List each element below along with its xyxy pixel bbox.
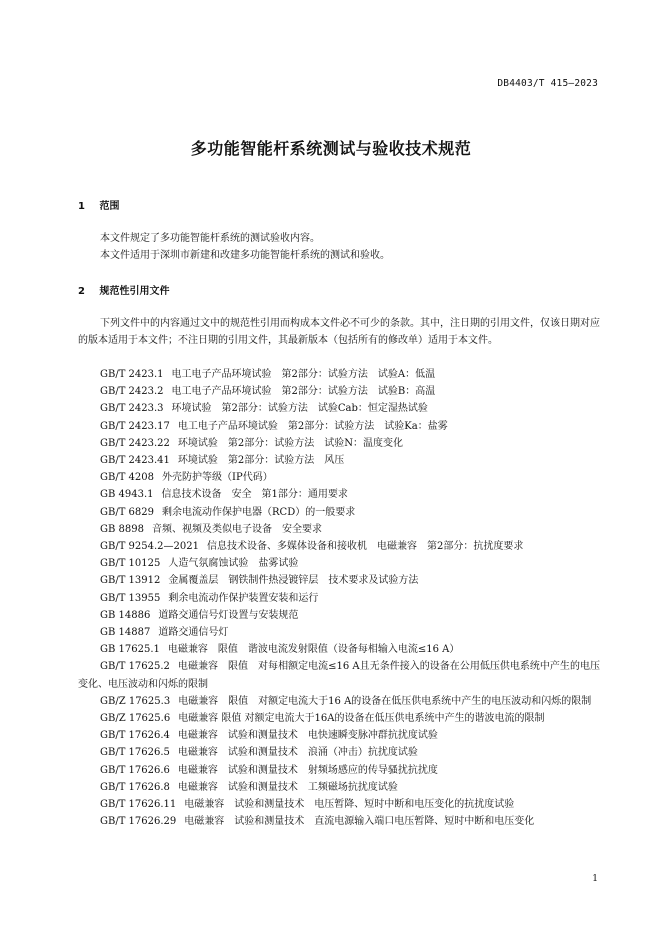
- reference-item: [78, 538, 600, 555]
- reference-title: 电工电子产品环境试验 第2部分：试验方法 试验A：低温: [171, 369, 436, 380]
- reference-code: GB/T 17626.8: [100, 781, 170, 793]
- section-number: 2: [78, 286, 85, 297]
- reference-code: GB/T 17626.11: [100, 799, 177, 811]
- reference-item: [78, 813, 600, 830]
- reference-title: 电磁兼容 试验和测量技术 射频场感应的传导骚扰抗扰度: [177, 764, 438, 776]
- reference-code: GB/T 2423.41: [100, 455, 170, 467]
- reference-item: [78, 504, 600, 521]
- reference-item: [78, 383, 600, 400]
- reference-code: GB/T 2423.3: [100, 403, 164, 415]
- reference-code: GB/T 10125: [100, 558, 161, 570]
- reference-code: GB 8898: [100, 523, 144, 535]
- reference-title: 信息技术设备 安全 第1部分：通用要求: [161, 489, 348, 501]
- reference-code: GB/T 4208: [100, 472, 155, 484]
- section-heading-normative-references: [78, 282, 169, 297]
- reference-item: [78, 607, 600, 624]
- reference-code: GB 14886: [100, 609, 151, 621]
- reference-item: [78, 624, 600, 641]
- reference-title: 剩余电流动作保护电器（RCD）的一般要求: [162, 506, 356, 518]
- reference-title: 电磁兼容 限值 对额定电流大于16 A的设备在低压供电系统中产生的电压波动和闪烁的限制: [178, 695, 592, 707]
- reference-code: GB 17625.1: [100, 644, 160, 656]
- reference-title: 电磁兼容 限值 对额定电流大于16A的设备在低压供电系统中产生的谐波电流的限制: [178, 713, 545, 725]
- reference-code: GB 14887: [100, 627, 151, 639]
- document-title: 多功能智能杆系统测试与验收技术规范: [190, 139, 472, 158]
- reference-code: GB/T 13955: [100, 592, 161, 604]
- reference-item: [78, 641, 600, 658]
- section-title: 范围: [99, 201, 120, 212]
- reference-list: [78, 366, 600, 830]
- reference-code: GB/Z 17625.6: [100, 713, 171, 725]
- reference-title: 环境试验 第2部分：试验方法 试验Cab：恒定湿热试验: [171, 403, 428, 415]
- references-intro: 下列文件中的内容通过文中的规范性引用而构成本文件必不可少的条款。其中，注日期的引用文件，仅该日期对应的版本适用于本文件；不注日期的引用文件，其最新版本（包括所有的修改单）适用于本文件。: [78, 318, 600, 346]
- reference-item: [78, 469, 600, 486]
- section-title: 规范性引用文件: [99, 286, 170, 297]
- section-heading-scope: [78, 197, 119, 212]
- reference-code: GB/T 17626.29: [100, 816, 177, 828]
- reference-code: GB/T 6829: [100, 506, 155, 518]
- reference-title: 电磁兼容 试验和测量技术 工频磁场抗扰度试验: [177, 781, 398, 793]
- reference-title: 道路交通信号灯: [158, 627, 229, 639]
- reference-title: 音频、视频及类似电子设备 安全要求: [151, 523, 322, 535]
- reference-title: 道路交通信号灯设置与安装规范: [158, 609, 299, 621]
- paragraph: 本文件规定了多功能智能杆系统的测试验收内容。: [100, 233, 320, 244]
- reference-code: GB/T 17626.4: [100, 730, 170, 742]
- reference-item: [78, 486, 600, 503]
- reference-title: 电工电子产品环境试验 第2部分：试验方法 试验Ka：盐雾: [177, 420, 448, 432]
- reference-title: 剩余电流动作保护装置安装和运行: [168, 592, 319, 604]
- reference-title: 人造气氛腐蚀试验 盐雾试验: [168, 558, 299, 570]
- standard-code: DB4403/T 415—2023: [497, 78, 598, 89]
- section-number: 1: [78, 201, 85, 212]
- reference-item: [78, 418, 600, 435]
- reference-title: 电工电子产品环境试验 第2部分：试验方法 试验B：高温: [171, 386, 436, 398]
- reference-item: [78, 710, 600, 727]
- reference-code: GB/T 13912: [100, 575, 161, 587]
- reference-code: GB/T 2423.17: [100, 420, 170, 432]
- reference-code: GB/T 17626.6: [100, 764, 170, 776]
- reference-item: [78, 521, 600, 538]
- reference-item: [78, 658, 600, 692]
- reference-title: 环境试验 第2部分：试验方法 风压: [177, 455, 345, 467]
- reference-item: [78, 400, 600, 417]
- reference-item: [78, 796, 600, 813]
- reference-title: 环境试验 第2部分：试验方法 试验N：温度变化: [177, 437, 404, 449]
- reference-item: [78, 452, 600, 469]
- reference-item: [78, 366, 600, 383]
- reference-title: 金属覆盖层 钢铁制件热浸镀锌层 技术要求及试验方法: [168, 575, 419, 587]
- reference-title: 电磁兼容 试验和测量技术 电压暂降、短时中断和电压变化的抗扰度试验: [184, 799, 515, 811]
- reference-title: 外壳防护等级（IP代码）: [162, 472, 273, 484]
- reference-item: [78, 572, 600, 589]
- reference-code: GB 4943.1: [100, 489, 154, 501]
- page-number: 1: [592, 874, 598, 884]
- reference-title: 电磁兼容 限值 对每相额定电流≤16 A且无条件接入的设备在公用低压供电系统中产生的电压变化、电压波动和闪烁的限制: [78, 661, 600, 690]
- reference-code: GB/T 17626.5: [100, 747, 170, 759]
- reference-code: GB/T 2423.2: [100, 386, 164, 398]
- reference-item: [78, 779, 600, 796]
- reference-title: 信息技术设备、多媒体设备和接收机 电磁兼容 第2部分：抗扰度要求: [207, 541, 524, 553]
- reference-code: GB/Z 17625.3: [100, 695, 171, 707]
- reference-code: GB/T 2423.1: [100, 369, 164, 380]
- reference-item: [78, 590, 600, 607]
- reference-title: 电磁兼容 试验和测量技术 浪涌（冲击）抗扰度试验: [177, 747, 418, 759]
- paragraph: 本文件适用于深圳市新建和改建多功能智能杆系统的测试和验收。: [100, 250, 390, 261]
- reference-title: 电磁兼容 试验和测量技术 直流电源输入端口电压暂降、短时中断和电压变化: [184, 816, 535, 828]
- reference-item: [78, 727, 600, 744]
- reference-title: 电磁兼容 试验和测量技术 电快速瞬变脉冲群抗扰度试验: [177, 730, 438, 742]
- reference-item: [78, 435, 600, 452]
- reference-code: GB/T 17625.2: [100, 661, 170, 673]
- reference-code: GB/T 9254.2—2021: [100, 541, 199, 553]
- reference-title: 电磁兼容 限值 谐波电流发射限值（设备每相输入电流≤16 A）: [167, 644, 460, 656]
- reference-item: [78, 744, 600, 761]
- reference-item: [78, 555, 600, 572]
- reference-item: [78, 693, 600, 710]
- reference-item: [78, 762, 600, 779]
- reference-code: GB/T 2423.22: [100, 437, 170, 449]
